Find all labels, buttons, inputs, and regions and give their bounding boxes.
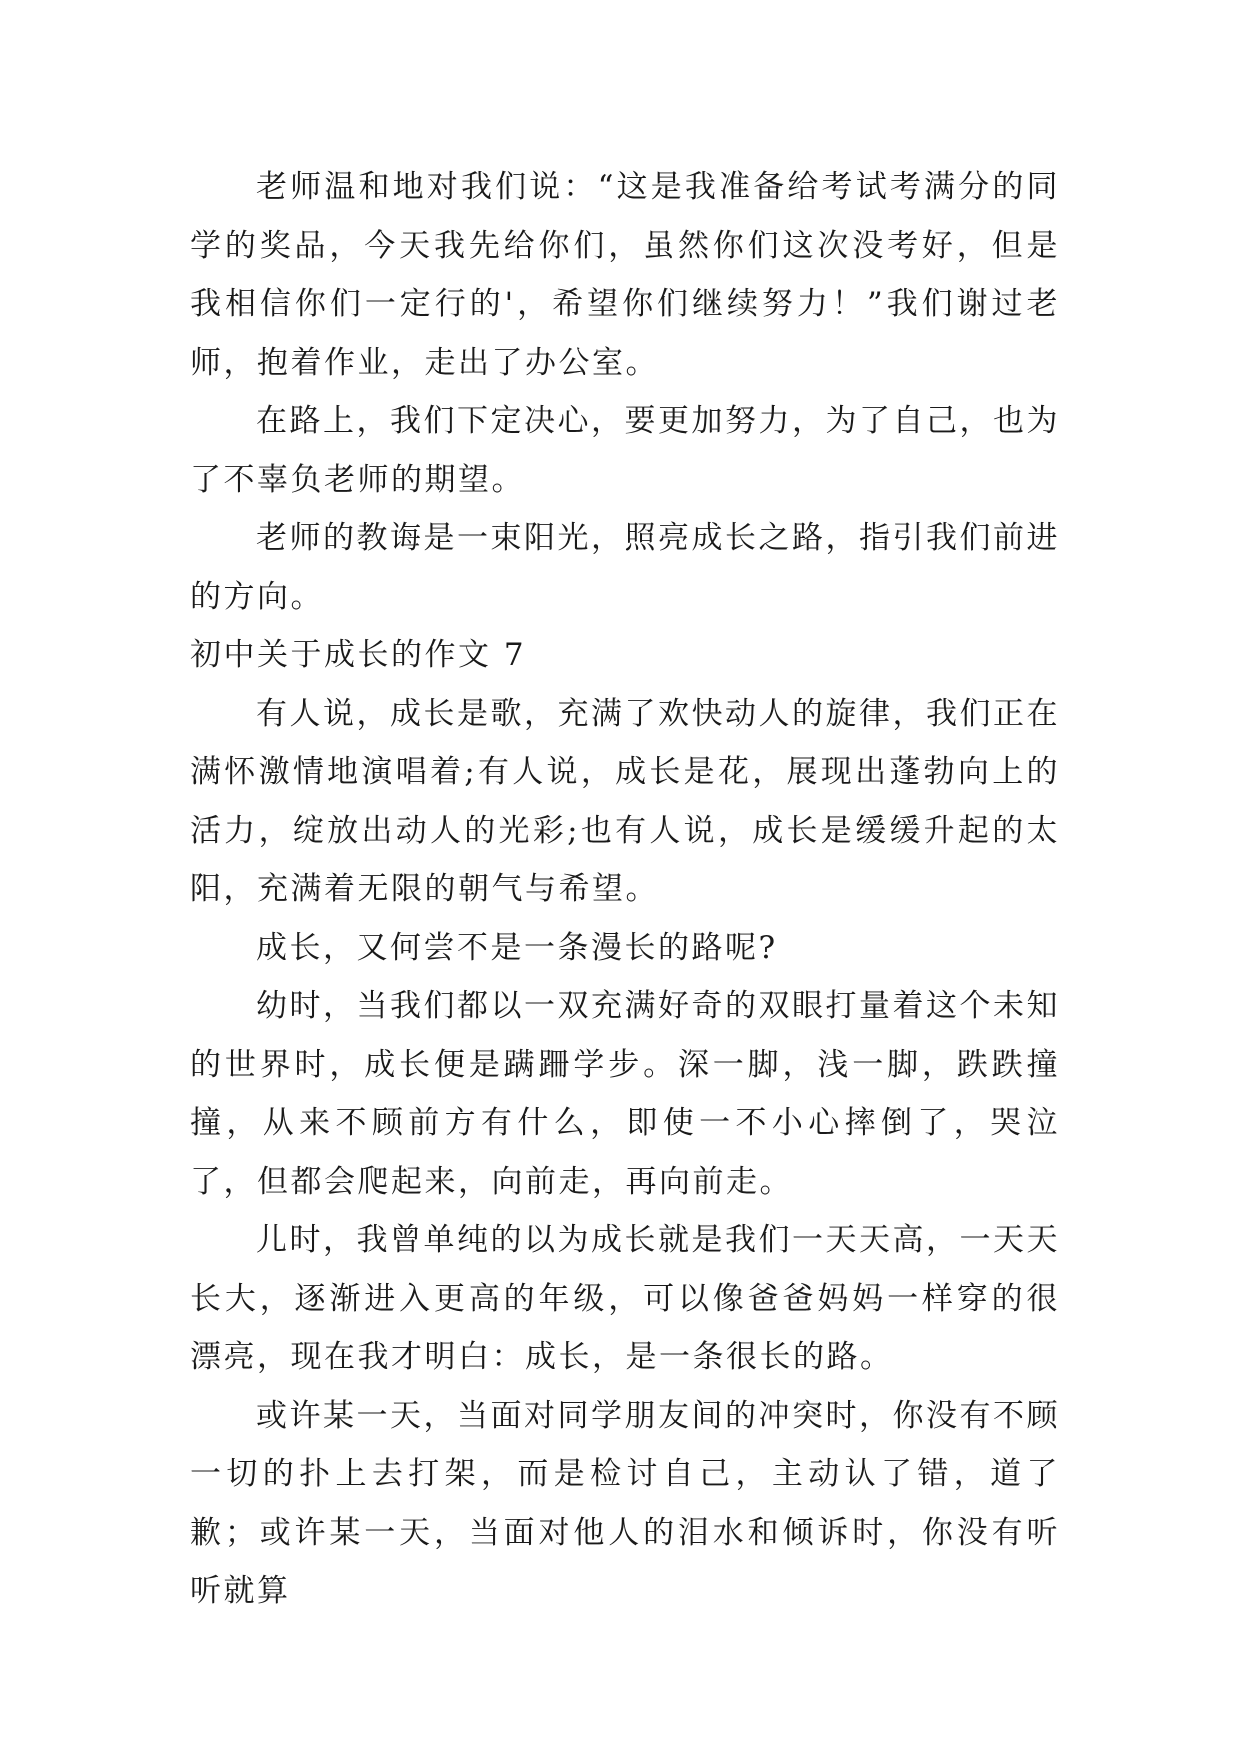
paragraph: 老师的教诲是一束阳光，照亮成长之路，指引我们前进的方向。 bbox=[190, 520, 1060, 615]
paragraph: 在路上，我们下定决心，要更加努力，为了自己，也为了不辜负老师的期望。 bbox=[190, 403, 1060, 498]
paragraph: 老师温和地对我们说：“这是我准备给考试考满分的同学的奖品，今天我先给你们，虽然你们这次没考好，但是我相信你们一定行的'，希望你们继续努力！”我们谢过老师，抱着作业，走出了办公室。 bbox=[190, 169, 1060, 381]
paragraph: 或许某一天，当面对同学朋友间的冲突时，你没有不顾一切的扑上去打架，而是检讨自己，主动认了错，道了歉；或许某一天，当面对他人的泪水和倾诉时，你没有听听就算 bbox=[190, 1397, 1060, 1609]
section-heading: 初中关于成长的作文 7 bbox=[190, 637, 527, 673]
paragraph: 幼时，当我们都以一双充满好奇的双眼打量着这个未知的世界时，成长便是蹒跚学步。深一脚，浅一脚，跌跌撞撞，从来不顾前方有什么，即使一不小心摔倒了，哭泣了，但都会爬起来，向前走，再向前走。 bbox=[190, 988, 1060, 1200]
paragraph: 儿时，我曾单纯的以为成长就是我们一天天高，一天天长大，逐渐进入更高的年级，可以像爸爸妈妈一样穿的很漂亮，现在我才明白：成长，是一条很长的路。 bbox=[190, 1222, 1060, 1375]
paragraph: 成长，又何尝不是一条漫长的路呢? bbox=[256, 929, 778, 966]
document-body bbox=[190, 158, 1060, 1621]
paragraph: 有人说，成长是歌，充满了欢快动人的旋律，我们正在满怀激情地演唱着;有人说，成长是花，展现出蓬勃向上的活力，绽放出动人的光彩;也有人说，成长是缓缓升起的太阳，充满着无限的朝气与希望。 bbox=[190, 695, 1060, 907]
